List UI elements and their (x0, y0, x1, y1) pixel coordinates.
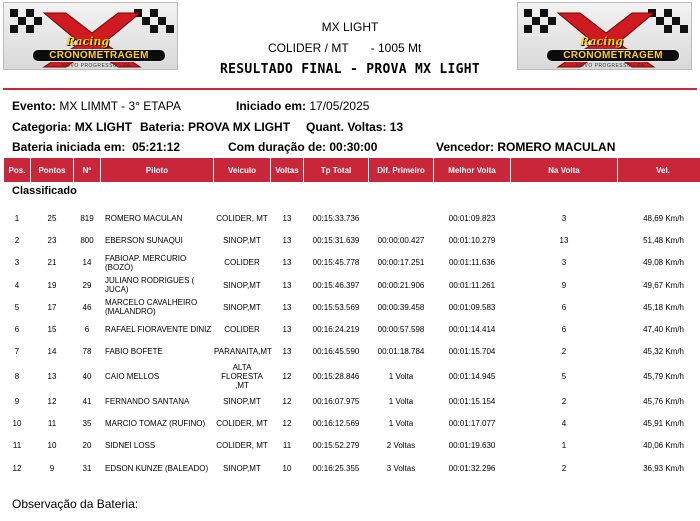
col-vel: Vel. (618, 158, 700, 182)
header-category: MX LIGHT (321, 20, 379, 34)
logo-name-text: CRONOMETRAGEM (546, 49, 680, 62)
cell-melhor-volta: 00:01:09.823 (448, 213, 496, 223)
cell-voltas: 13 (282, 280, 292, 290)
cell-na-volta: 5 (561, 372, 567, 382)
cell-pontos: 12 (47, 396, 57, 406)
cell-dif-primeiro (369, 207, 433, 229)
cell-veiculo: SINOP,MT (223, 302, 261, 312)
cell-voltas: 12 (282, 372, 292, 382)
col-veiculo: Veiculo (214, 158, 270, 182)
cell-veiculo: SINOP,MT (223, 280, 261, 290)
evento-value: MX LIMMT - 3° ETAPA (59, 99, 181, 113)
cell-voltas: 13 (282, 347, 292, 357)
cell-melhor-volta: 00:01:14.414 (448, 325, 496, 335)
col-num: Nº (74, 158, 100, 182)
cell-dif-primeiro: 00:00:39.458 (377, 302, 425, 312)
cell-vel: 40,06 Km/h (643, 441, 684, 451)
observacao-label: Observação da Bateria: (12, 497, 139, 511)
col-pos: Pos. (4, 158, 30, 182)
cell-piloto: MARCIO TOMAZ (RUFINO) (105, 419, 206, 429)
cell-na-volta: 2 (561, 347, 567, 357)
cell-num: 29 (82, 280, 92, 290)
cell-voltas: 13 (282, 302, 292, 312)
cell-pontos: 23 (47, 235, 57, 245)
categoria-label: Categoria: (12, 120, 72, 134)
cell-na-volta: 3 (561, 258, 567, 268)
page-title: RESULTADO FINAL - PROVA MX LIGHT (219, 62, 481, 77)
cell-veiculo: COLIDER, MT (216, 441, 268, 451)
cell-veiculo: ALTA FLORESTA ,MT (221, 363, 263, 391)
cell-dif-primeiro: 00:00:21.906 (377, 280, 425, 290)
cell-veiculo: SINOP,MT (223, 463, 261, 473)
logo-racing-text: Racing (66, 35, 110, 48)
col-melhor-volta: Melhor Volta (434, 158, 510, 182)
cell-piloto: CAIO MELLOS (105, 372, 160, 382)
table-row (4, 229, 700, 251)
cell-pos: 12 (12, 463, 22, 473)
cell-tp-total: 00:16:12.569 (312, 419, 360, 429)
cell-vel: 36,93 Km/h (643, 463, 684, 473)
cell-pos: 4 (14, 280, 20, 290)
cell-na-volta: 6 (561, 302, 567, 312)
info-duracao (228, 140, 377, 154)
cell-num: 819 (80, 213, 94, 223)
cell-vel: 51,48 Km/h (643, 235, 684, 245)
cell-melhor-volta: 00:01:11.636 (448, 258, 496, 268)
voltas-label: Quant. Voltas: (306, 120, 387, 134)
bateria-value: PROVA MX LIGHT (188, 120, 291, 134)
cell-tp-total: 00:15:53.569 (312, 302, 360, 312)
cell-pos: 1 (14, 213, 20, 223)
cell-na-volta: 1 (561, 441, 567, 451)
cell-na-volta: 6 (561, 325, 567, 335)
cell-tp-total: 00:15:28.846 (312, 372, 360, 382)
cell-tp-total: 00:16:24.219 (312, 325, 360, 335)
categoria-value: MX LIGHT (74, 120, 133, 134)
cell-dif-primeiro: 00:00:17.251 (377, 258, 425, 268)
cell-dif-primeiro: 00:00:00.427 (377, 235, 425, 245)
cell-veiculo: COLIDER, MT (216, 213, 268, 223)
header-location (268, 41, 421, 55)
cell-na-volta: 2 (561, 396, 567, 406)
logo-sub-text: NOVO PROGRESSO - PA (62, 63, 131, 69)
cell-piloto: MARCELO CAVALHEIRO (MALANDRO) (105, 298, 198, 317)
voltas-value: 13 (389, 120, 404, 134)
cell-tp-total: 00:16:45.590 (312, 347, 360, 357)
bateria-iniciada-label: Bateria iniciada em: (12, 140, 126, 154)
cell-num: 40 (82, 372, 92, 382)
cell-melhor-volta: 00:01:10.279 (448, 235, 496, 245)
info-iniciado (236, 99, 369, 113)
cell-num: 78 (82, 347, 92, 357)
cell-vel: 47,40 Km/h (643, 325, 684, 335)
cell-melhor-volta: 00:01:11.261 (448, 280, 496, 290)
cell-tp-total: 00:15:31.639 (312, 235, 360, 245)
cell-pos: 9 (14, 396, 20, 406)
table-row (4, 207, 700, 229)
cell-veiculo: COLIDER (224, 325, 260, 335)
cell-tp-total: 00:15:45.778 (312, 258, 360, 268)
table-row (4, 341, 700, 363)
col-pontos: Pontos (31, 158, 73, 182)
cell-na-volta: 4 (561, 419, 567, 429)
col-tp-total: Tp Total (304, 158, 368, 182)
cell-melhor-volta: 00:01:09.583 (448, 302, 496, 312)
cell-dif-primeiro: 3 Voltas (386, 463, 416, 473)
results-table (3, 207, 700, 479)
cell-voltas: 13 (282, 213, 292, 223)
logo-name-text: CRONOMETRAGEM (32, 49, 166, 62)
cell-piloto: EDSON KUNZE (BALEADO) (105, 463, 209, 473)
cell-piloto: FERNANDO SANTANA (105, 396, 190, 406)
cell-na-volta: 9 (561, 280, 567, 290)
iniciado-value: 17/05/2025 (309, 99, 370, 113)
cell-pos: 3 (14, 258, 20, 268)
cell-pos: 2 (14, 235, 20, 245)
cell-pontos: 9 (49, 463, 55, 473)
cell-dif-primeiro: 00:01:18.784 (377, 347, 425, 357)
iniciado-label: Iniciado em: (236, 99, 307, 113)
cell-dif-primeiro: 1 Volta (388, 372, 414, 382)
cell-melhor-volta: 00:01:32.296 (448, 463, 496, 473)
cell-pos: 6 (14, 325, 20, 335)
cell-voltas: 13 (282, 325, 292, 335)
cell-piloto: FABIOAP. MERCURIO (BOZÓ) (105, 253, 187, 272)
cell-pontos: 17 (47, 302, 57, 312)
cell-voltas: 11 (282, 441, 292, 451)
cell-dif-primeiro: 00:00:57.598 (377, 325, 425, 335)
cell-pontos: 10 (47, 441, 57, 451)
cell-veiculo: PARANAITA,MT (214, 347, 272, 357)
cell-melhor-volta: 00:01:17.077 (448, 419, 496, 429)
cell-na-volta: 13 (559, 235, 569, 245)
cell-melhor-volta: 00:01:19.630 (448, 441, 496, 451)
cell-piloto: JULIANO RODRIGUES ( JUCA) (105, 276, 195, 295)
cell-pos: 5 (14, 302, 20, 312)
cell-piloto: FABIO BOFETE (105, 347, 163, 357)
cell-tp-total: 00:15:33.736 (312, 213, 360, 223)
cell-num: 41 (82, 396, 92, 406)
cell-num: 20 (82, 441, 92, 451)
cell-dif-primeiro: 1 Volta (388, 419, 414, 429)
bateria-label: Bateria: (140, 120, 185, 134)
table-row (4, 435, 700, 457)
results-header (3, 158, 700, 182)
cell-num: 31 (82, 463, 92, 473)
cell-veiculo: COLIDER (224, 258, 260, 268)
cell-pontos: 25 (47, 213, 57, 223)
col-na-volta: Na Volta (511, 158, 617, 182)
section-classificado: Classificado (12, 185, 77, 197)
bateria-iniciada-value: 05:21:12 (132, 140, 181, 154)
logo-left (3, 2, 178, 70)
info-categoria (12, 120, 132, 134)
cell-piloto: RAFAEL FIORAVENTE DINIZ (105, 325, 212, 335)
cell-piloto: ROMERO MACULAN (105, 213, 183, 223)
logo-racing-text: Racing (580, 35, 624, 48)
info-vencedor (436, 140, 615, 154)
table-row (4, 390, 700, 412)
cell-pos: 7 (14, 347, 20, 357)
cell-num: 6 (84, 325, 90, 335)
evento-label: Evento: (12, 99, 57, 113)
logo-right (517, 2, 692, 70)
cell-pontos: 11 (47, 419, 57, 429)
cell-vel: 45,32 Km/h (643, 347, 684, 357)
cell-voltas: 12 (282, 396, 292, 406)
table-row (4, 412, 700, 434)
cell-vel: 45,18 Km/h (643, 302, 684, 312)
cell-pontos: 15 (47, 325, 57, 335)
table-row (4, 296, 700, 318)
table-row (4, 252, 700, 274)
table-row (4, 274, 700, 296)
logo-sub-text: NOVO PROGRESSO - PA (576, 63, 645, 69)
cell-pos: 8 (14, 372, 20, 382)
cell-tp-total: 00:15:52.279 (312, 441, 360, 451)
info-bateria-iniciada (12, 140, 180, 154)
col-voltas: Voltas (271, 158, 303, 182)
cell-na-volta: 3 (561, 213, 567, 223)
header-divider (3, 88, 697, 90)
cell-melhor-volta: 00:01:15.154 (448, 396, 496, 406)
vencedor-value: ROMERO MACULAN (497, 140, 616, 154)
cell-voltas: 10 (282, 463, 292, 473)
cell-voltas: 12 (282, 419, 292, 429)
info-bateria (140, 120, 290, 134)
cell-num: 800 (80, 235, 94, 245)
header-distance: - 1005 Mt (370, 41, 422, 55)
cell-pontos: 21 (47, 258, 57, 268)
cell-melhor-volta: 00:01:15.704 (448, 347, 496, 357)
cell-vel: 49,08 Km/h (643, 258, 684, 268)
cell-num: 14 (82, 258, 92, 268)
cell-pontos: 13 (47, 372, 57, 382)
cell-tp-total: 00:16:07.975 (312, 396, 360, 406)
table-row (4, 318, 700, 340)
cell-veiculo: SINOP,MT (223, 235, 261, 245)
cell-piloto: SIDNEI LOSS (105, 441, 156, 451)
cell-vel: 45,76 Km/h (643, 396, 684, 406)
info-voltas (306, 120, 403, 134)
cell-na-volta: 2 (561, 463, 567, 473)
cell-vel: 45,91 Km/h (643, 419, 684, 429)
info-evento (12, 99, 181, 113)
duracao-label: Com duração de: (228, 140, 327, 154)
table-row (4, 457, 700, 479)
cell-num: 35 (82, 419, 92, 429)
cell-dif-primeiro: 1 Volta (388, 396, 414, 406)
cell-veiculo: COLIDER, MT (216, 419, 268, 429)
cell-pontos: 14 (47, 347, 57, 357)
col-dif-primeiro: Dif. Primeiro (369, 158, 433, 182)
cell-num: 46 (82, 302, 92, 312)
header-city: COLIDER / MT (268, 41, 349, 55)
cell-vel: 49,67 Km/h (643, 280, 684, 290)
cell-vel: 48,69 Km/h (643, 213, 684, 223)
cell-veiculo: SINOP,MT (223, 396, 261, 406)
vencedor-label: Vencedor: (436, 140, 495, 154)
cell-pos: 10 (12, 419, 22, 429)
cell-piloto: EBERSON SUNAQUI (105, 235, 183, 245)
cell-vel: 45,79 Km/h (643, 372, 684, 382)
cell-voltas: 13 (282, 235, 292, 245)
cell-voltas: 13 (282, 258, 292, 268)
table-row (4, 363, 700, 390)
cell-tp-total: 00:16:25.355 (312, 463, 360, 473)
cell-pontos: 19 (47, 280, 57, 290)
duracao-value: 00:30:00 (329, 140, 378, 154)
cell-tp-total: 00:15:46.397 (312, 280, 360, 290)
cell-pos: 11 (12, 441, 22, 451)
cell-melhor-volta: 00:01:14.945 (448, 372, 496, 382)
cell-dif-primeiro: 2 Voltas (386, 441, 416, 451)
col-piloto: Piloto (101, 158, 213, 182)
